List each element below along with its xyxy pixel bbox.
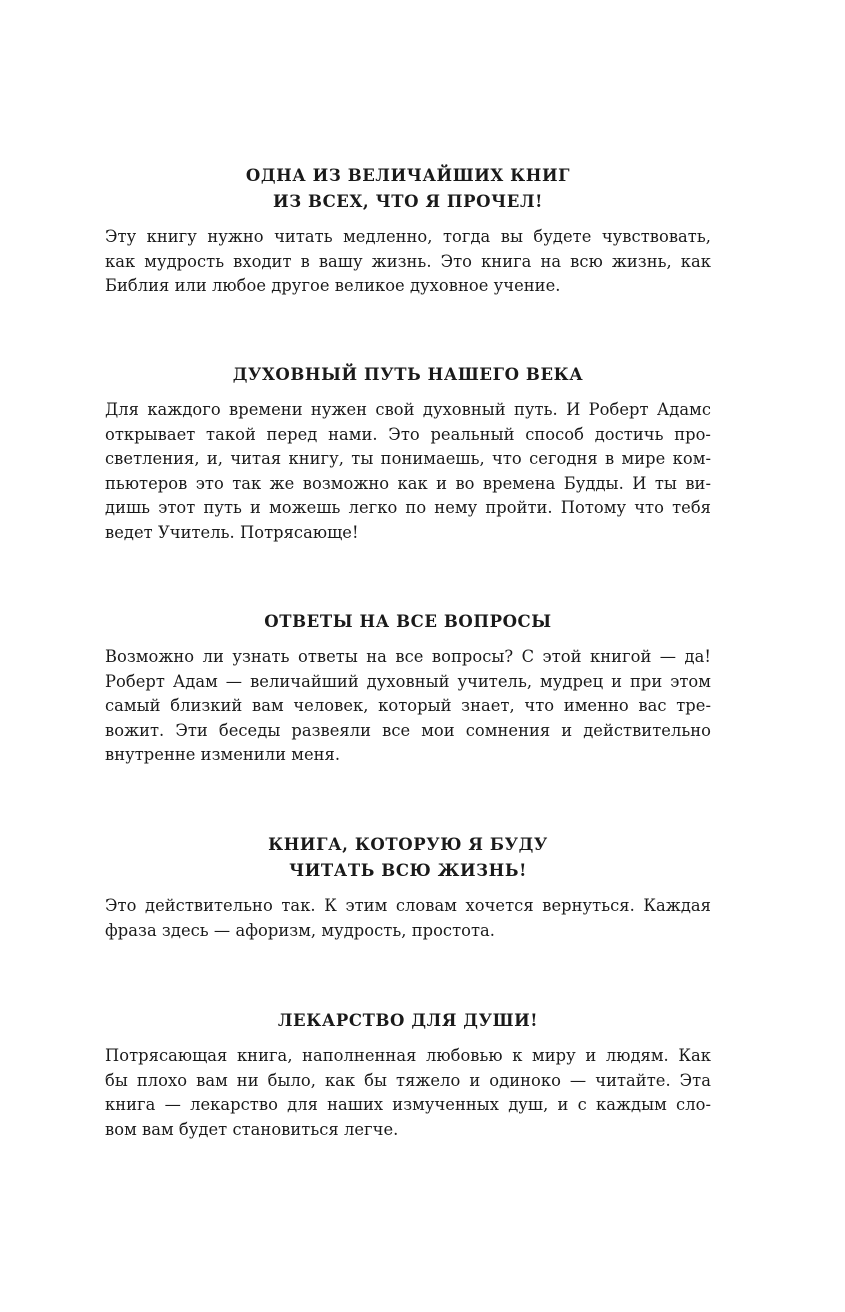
review-text — [105, 225, 711, 299]
review-2 — [105, 362, 711, 546]
text-line: Библия или любое другое великое духовное учение. — [105, 276, 561, 296]
review-title-line: КНИГА, КОТОРУЮ Я БУДУ — [268, 835, 548, 854]
review-title-line: ОДНА ИЗ ВЕЛИЧАЙШИХ КНИГ — [245, 166, 571, 185]
review-text — [105, 1044, 711, 1142]
text-line: Возможно ли узнать ответы на все вопросы? С этой книгой — да! — [105, 647, 711, 666]
review-title-line: ОТВЕТЫ НА ВСЕ ВОПРОСЫ — [264, 612, 552, 631]
review-4 — [105, 832, 711, 943]
text-line: Это действительно так. К этим словам хочется вернуться. Каждая — [105, 896, 711, 915]
review-title-line: ЛЕКАРСТВО ДЛЯ ДУШИ! — [277, 1011, 539, 1030]
text-line: фраза здесь — афоризм, мудрость, простота. — [105, 920, 496, 940]
text-line: Эту книгу нужно читать медленно, тогда вы будете чувствовать, — [105, 227, 711, 246]
text-line: книга — лекарство для наших измученных душ, и с каждым сло- — [105, 1095, 711, 1115]
text-line: внутренне изменили меня. — [105, 745, 341, 765]
text-line: бы плохо вам ни было, как бы тяжело и одиноко — читайте. Эта — [105, 1070, 711, 1090]
text-line: вом вам будет становиться легче. — [105, 1119, 399, 1139]
review-5 — [105, 1008, 711, 1142]
text-line: Для каждого времени нужен свой духовный путь. И Роберт Адамс — [105, 400, 711, 419]
review-title — [105, 163, 711, 215]
review-title-line: ДУХОВНЫЙ ПУТЬ НАШЕГО ВЕКА — [232, 365, 584, 384]
text-line: дишь этот путь и можешь легко по нему пройти. Потому что тебя — [105, 498, 711, 518]
review-title-line: ЧИТАТЬ ВСЮ ЖИЗНЬ! — [289, 861, 527, 880]
text-line: как мудрость входит в вашу жизнь. Это книга на всю жизнь, как — [105, 251, 711, 271]
text-line: открывает такой перед нами. Это реальный способ достичь про- — [105, 424, 711, 444]
review-1 — [105, 163, 711, 299]
review-title — [105, 609, 711, 635]
review-text — [105, 894, 711, 943]
text-line: пьютеров это так же возможно как и во времена Будды. И ты ви- — [105, 473, 711, 493]
text-line: Роберт Адам — величайший духовный учитель, мудрец и при этом — [105, 671, 711, 691]
text-line: вожит. Эти беседы развеяли все мои сомнения и действительно — [105, 720, 711, 740]
review-3 — [105, 609, 711, 768]
text-line: Потрясающая книга, наполненная любовью к миру и людям. Как — [105, 1046, 711, 1065]
text-line: самый близкий вам человек, который знает, что именно вас тре- — [105, 696, 711, 716]
review-text — [105, 398, 711, 546]
text-line: ведет Учитель. Потрясающе! — [105, 522, 359, 542]
review-text — [105, 645, 711, 768]
review-title-line: ИЗ ВСЕХ, ЧТО Я ПРОЧЕЛ! — [273, 192, 543, 211]
review-title — [105, 362, 711, 388]
text-line: светления, и, читая книгу, ты понимаешь, что сегодня в мире ком- — [105, 449, 711, 469]
review-title — [105, 1008, 711, 1034]
review-title — [105, 832, 711, 884]
